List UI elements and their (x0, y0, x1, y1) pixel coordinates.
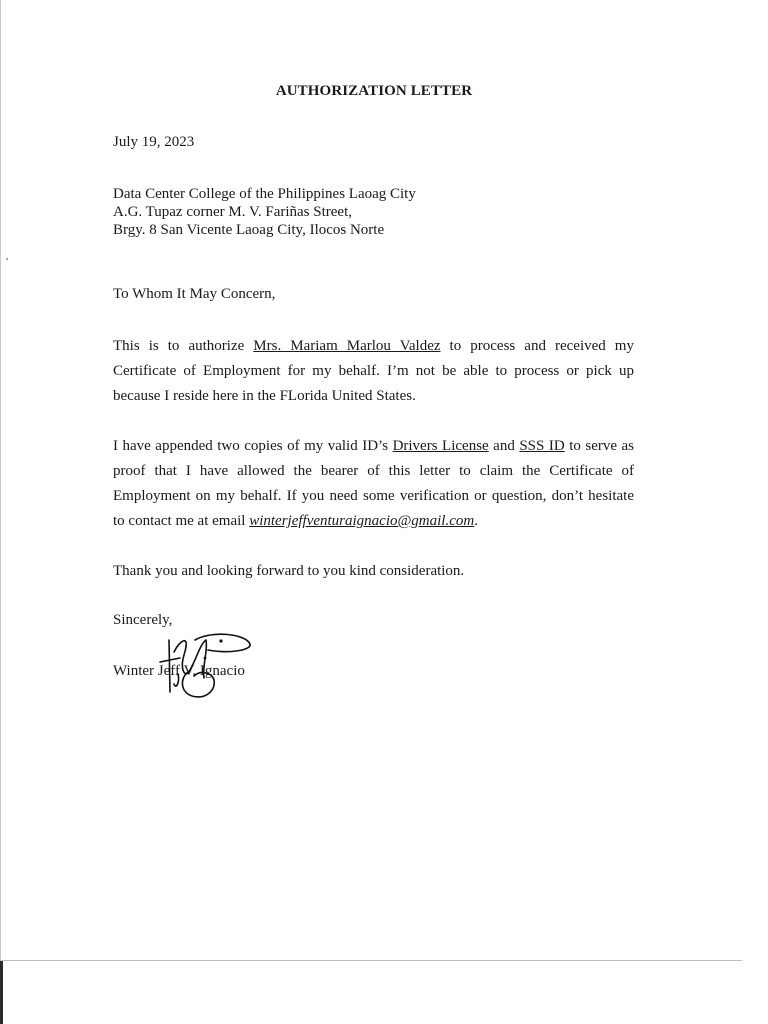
text-fragment: to serve as (564, 438, 634, 454)
text-fragment: to contact me at email (113, 513, 250, 529)
closing: Sincerely, (113, 612, 173, 628)
signer-name: Winter Jeff V. Ignacio (113, 663, 245, 679)
id-drivers-license: Drivers License (392, 438, 489, 454)
address-line-3: Brgy. 8 San Vicente Laoag City, Ilocos Norte (113, 222, 385, 238)
scan-edge-left (0, 0, 1, 1024)
paragraph-line: Employment on my behalf. If you need some verification or question, don’t hesitate (113, 488, 634, 504)
paragraph-line: Certificate of Employment for my behalf. I’m not be able to process or pick up (113, 363, 634, 379)
thanks-line: Thank you and looking forward to you kind consideration. (113, 563, 465, 579)
handwritten-signature (150, 630, 260, 702)
text-fragment: . (474, 513, 478, 529)
recipient-address (113, 185, 416, 239)
salutation: To Whom It May Concern, (113, 286, 276, 302)
text-fragment: This is to authorize (113, 338, 254, 354)
paragraph-line (113, 509, 634, 534)
scan-edge-shadow (0, 960, 3, 1024)
authorized-person-name: Mrs. Mariam Marlou Valdez (253, 338, 441, 354)
paragraph-line: because I reside here in the FLorida United States. (113, 388, 416, 404)
address-line-2: A.G. Tupaz corner M. V. Fariñas Street, (113, 204, 353, 220)
paragraph-line (113, 334, 634, 359)
contact-email: winterjeffventuraignacio@gmail.com (249, 513, 475, 529)
text-fragment: and (488, 438, 520, 454)
paragraph-line (113, 434, 634, 459)
address-line-1: Data Center College of the Philippines Laoag City (113, 186, 416, 202)
authorization-paragraph (113, 334, 634, 409)
text-fragment: to process and received my (440, 338, 634, 354)
scan-edge-bottom (0, 960, 742, 961)
paragraph-line: proof that I have allowed the bearer of this letter to claim the Certificate of (113, 463, 634, 479)
text-fragment: I have appended two copies of my valid ID’s (113, 438, 393, 454)
letter-date: July 19, 2023 (113, 134, 195, 150)
id-paragraph (113, 434, 634, 534)
letter-title: AUTHORIZATION LETTER (275, 83, 473, 99)
id-sss: SSS ID (519, 438, 565, 454)
scan-speck (6, 258, 8, 260)
